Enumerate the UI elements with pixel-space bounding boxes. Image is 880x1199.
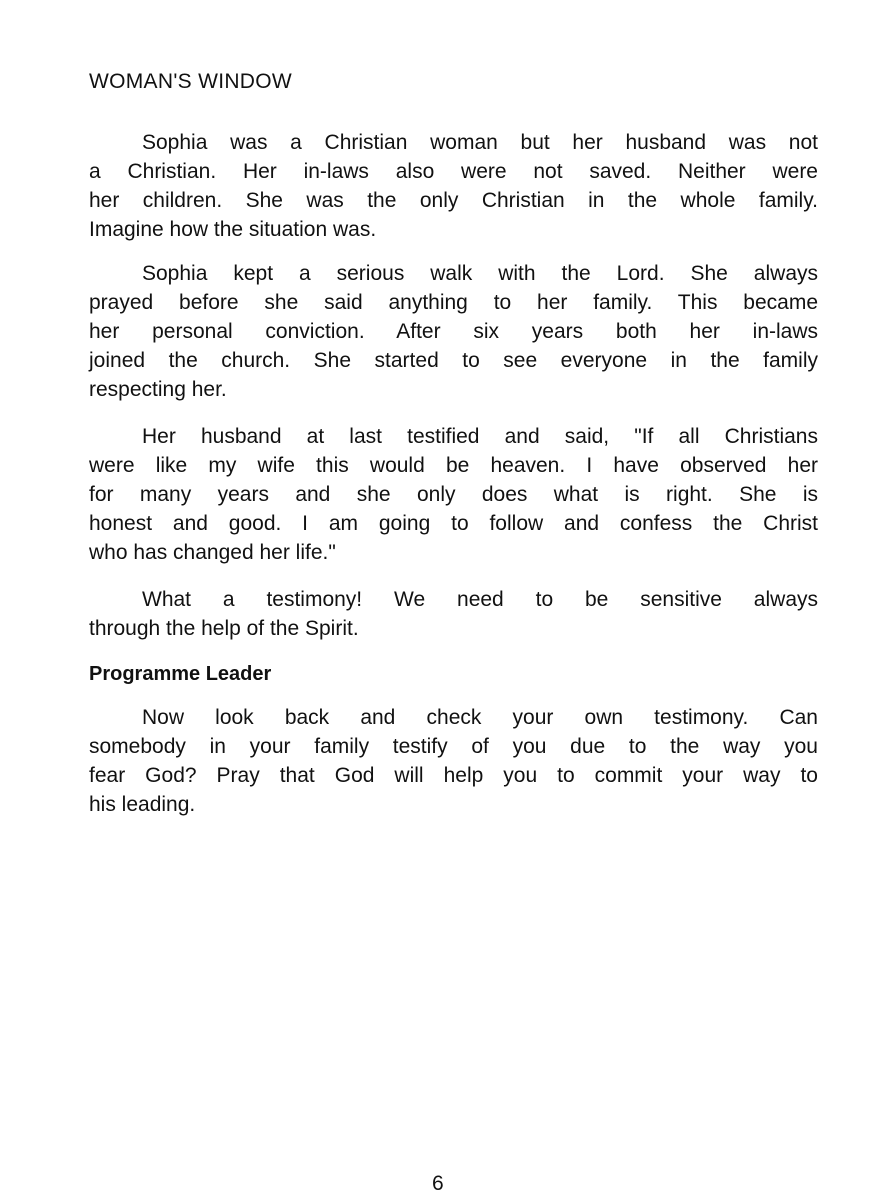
text-line: her children. She was the only Christian in the whole family. [89,189,818,212]
text-line: fear God? Pray that God will help you to commit your way to [89,764,818,787]
text-line: for many years and she only does what is right. She is [89,483,818,506]
text-line: respecting her. [89,378,227,401]
text-line: Sophia kept a serious walk with the Lord. She always [142,262,818,285]
paragraph-3 [89,422,818,567]
text-line: Imagine how the situation was. [89,218,377,241]
text-line: were like my wife this would be heaven. I have observed her [89,454,818,477]
text-line: joined the church. She started to see everyone in the family [89,349,818,372]
text-line: who has changed her life." [89,541,336,564]
text-line: What a testimony! We need to be sensitive always [142,588,818,611]
section-heading: Programme Leader [89,663,272,685]
page-number: 6 [432,1172,444,1195]
text-line: her personal conviction. After six years both her in-laws [89,320,818,343]
text-line: Sophia was a Christian woman but her husband was not [142,131,818,154]
text-line: through the help of the Spirit. [89,617,359,640]
text-line: somebody in your family testify of you due to the way you [89,735,818,758]
paragraph-2 [89,259,818,404]
text-line: honest and good. I am going to follow and confess the Christ [89,512,818,535]
paragraph-1 [89,128,818,244]
text-line: a Christian. Her in-laws also were not saved. Neither were [89,160,818,183]
text-line: Her husband at last testified and said, "If all Christians [142,425,818,448]
leader-paragraph [89,703,818,819]
text-line: prayed before she said anything to her family. This became [89,291,818,314]
text-line: Now look back and check your own testimony. Can [142,706,818,729]
page-title: WOMAN'S WINDOW [89,70,293,93]
text-line: his leading. [89,793,196,816]
paragraph-4 [89,585,818,643]
